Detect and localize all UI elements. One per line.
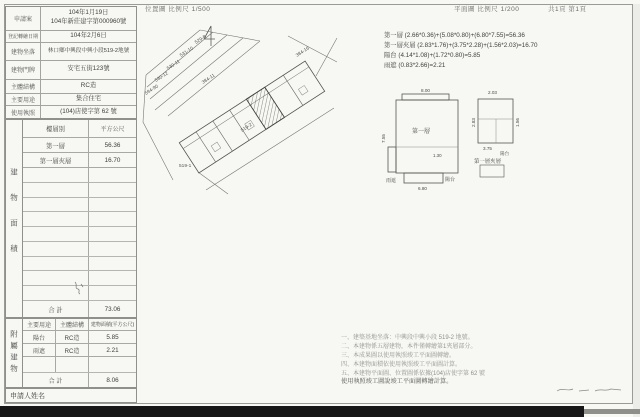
- note-line: 五、本建物平面圖、位置圖係依據(104)店使字第 62 號: [341, 371, 486, 377]
- transcription-date: 104年2月6日: [70, 32, 107, 40]
- empty-row: [23, 257, 136, 272]
- empty-cell: [89, 357, 136, 372]
- parcel-label: 529-8: [194, 34, 208, 46]
- mezz-balcony-label: 陽台: [500, 151, 510, 156]
- table-row: [23, 344, 136, 357]
- usage-value: 集合住宅: [75, 95, 102, 103]
- parcel-boundary-lines: [143, 30, 337, 194]
- table-row: [23, 138, 136, 153]
- floor-area-side-column: [6, 120, 23, 317]
- col-header-structure: 主體結構: [56, 319, 89, 330]
- empty-cell: [89, 168, 136, 182]
- annex-structure: RC造: [56, 344, 89, 356]
- annex-use: 陽台: [23, 331, 56, 343]
- empty-cell: [89, 212, 136, 226]
- table-row: [6, 80, 136, 95]
- col-header-floor: 樓層別: [23, 120, 89, 137]
- empty-row: [23, 212, 136, 227]
- empty-cell: [23, 168, 89, 182]
- floor-plan-scale-label: 平面圖 比例尺 1/200: [454, 6, 520, 13]
- empty-cell: [89, 198, 136, 212]
- applicant-name-label: 申請人姓名: [10, 392, 45, 400]
- parcel-label: 384-11: [201, 73, 217, 86]
- scan-artifact-bar-light: [584, 409, 640, 414]
- col-header-use: 主要用途: [23, 319, 56, 330]
- empty-cell: [89, 242, 136, 256]
- empty-cell: [89, 227, 136, 241]
- empty-cell: [89, 271, 136, 285]
- empty-cell: [89, 183, 136, 197]
- table-row: [6, 61, 136, 80]
- total-row: [23, 301, 136, 317]
- location-map-scale-label: 位置圖 比例尺 1/500: [145, 6, 211, 13]
- parcel-label: 384-16: [295, 46, 311, 59]
- scan-artifact-bar: [0, 406, 584, 417]
- mezzanine-outline: [478, 99, 513, 177]
- formula-eave: 雨遮 (0.83*2.66)=2.21: [384, 62, 446, 69]
- dim-mezz-right: 1.56: [515, 118, 520, 127]
- parcel-label: 519-1: [179, 164, 192, 169]
- formula-mezzanine: 第一層夾層 (2.83*1.76)+(3.75*2.28)+(1.56*2.03)=16.70: [384, 42, 538, 49]
- table-row: [6, 43, 136, 61]
- table-row: [6, 31, 136, 44]
- floor-area-value: 16.70: [104, 156, 121, 164]
- annex-area-value: 2.21: [106, 346, 119, 354]
- eave-label: 雨遮: [386, 178, 397, 184]
- first-floor-labels: [381, 88, 455, 191]
- dim-mezz-top: 2.03: [488, 90, 497, 95]
- table-row: [23, 153, 136, 168]
- empty-cell: [23, 212, 89, 226]
- empty-row: [23, 227, 136, 242]
- empty-row: [23, 357, 136, 373]
- dim-top: 8.00: [421, 88, 430, 93]
- parcel-label: 519-2: [240, 122, 254, 134]
- parcel-label: 594-90: [144, 84, 160, 97]
- floor-name: 第一層: [23, 138, 89, 152]
- note-continuation-line: 使用執照竣工圖說竣工平面圖轉繪計算。: [341, 378, 453, 385]
- structure-value: RC造: [80, 82, 97, 90]
- annex-structure: RC造: [56, 331, 89, 343]
- empty-cell: [23, 242, 89, 256]
- parcel-label: 531-10: [179, 46, 195, 59]
- empty-cell: [23, 227, 89, 241]
- annex-total-label: 合 計: [23, 373, 89, 387]
- annex-side-column: [6, 319, 23, 387]
- building-address-value: 安宅五街123號: [67, 65, 110, 73]
- application-case-number: 104年新莊建字第000960號: [50, 18, 127, 26]
- mezzanine-label: 第一層夾層: [474, 159, 501, 165]
- applicant-name-row: [5, 388, 137, 403]
- first-floor-label: 第一層: [412, 129, 431, 135]
- info-label: 登記轉繪日期: [6, 31, 41, 43]
- use-permit-value: (104)店使字第 62 號: [60, 107, 117, 115]
- table-row: [6, 106, 136, 118]
- annex-building-table: [5, 318, 137, 388]
- site-location-plan: [138, 22, 348, 202]
- empty-row: [23, 242, 136, 257]
- dim-mezz-left: 2.83: [471, 118, 476, 127]
- parcel-label: 530-11: [166, 59, 182, 72]
- empty-cell: [89, 257, 136, 271]
- table-row: [23, 331, 136, 344]
- floor-name: 第一層夾層: [23, 153, 89, 167]
- dim-left: 7.55: [381, 134, 386, 143]
- formula-balcony: 陽台 (4.14*1.08)+(1.72*0.80)=5.85: [384, 52, 481, 59]
- balcony-label: 陽台: [445, 177, 456, 183]
- building-info-table: [5, 6, 137, 119]
- handwritten-mark: [70, 280, 88, 296]
- pagination-label: 共1頁 第1頁: [548, 6, 587, 13]
- header-row: [23, 319, 136, 331]
- info-label: 建物坐落: [6, 43, 41, 60]
- table-row: [6, 7, 136, 31]
- annex-use: 雨遮: [23, 344, 56, 356]
- note-line: 三、本成果圖以使用執照竣工平面圖轉繪。: [341, 353, 456, 359]
- note-line: 一、建築基地坐落：中興段中興小段 519-2 地號。: [341, 335, 474, 341]
- parcel-label: 530-12: [154, 71, 170, 84]
- info-label: 主體結構: [6, 80, 41, 94]
- empty-cell: [23, 257, 89, 271]
- empty-cell: [23, 183, 89, 197]
- info-label: 主要用途: [6, 94, 41, 105]
- empty-cell: [56, 357, 89, 372]
- empty-row: [23, 183, 136, 198]
- col-header-annex-area: 建物面積(平方公尺): [90, 322, 135, 328]
- handwritten-signature-mark: [555, 383, 625, 395]
- building-row-block: [179, 61, 324, 173]
- total-row: [23, 373, 136, 387]
- info-label: 使用執照: [6, 106, 41, 118]
- floor-area-side-label: 建物面積: [9, 167, 19, 270]
- empty-cell: [23, 357, 56, 372]
- first-floor-outline: [388, 94, 458, 183]
- dim-mezz-bottom: 3.75: [483, 146, 492, 151]
- note-line: 二、本建物係五層建物，本件僅轉繪第1夾層部分。: [341, 344, 477, 350]
- info-label: 建物門牌: [6, 61, 41, 79]
- info-value: [41, 7, 136, 30]
- col-header-area: 平方公尺: [100, 127, 125, 133]
- annex-side-label: 附屬建物: [9, 330, 19, 376]
- annex-main: [23, 319, 136, 387]
- formula-first-floor: 第一層 (2.66*0.36)+(5.08*0.80)+(6.80*7.55)=56.36: [384, 32, 525, 39]
- floor-plan-drawing: [378, 85, 543, 207]
- floor-area-value: 56.36: [104, 141, 121, 149]
- application-date: 104年1月19日: [68, 9, 109, 17]
- note-line: 四、本建物面積依使用執照竣工平面圖計算。: [341, 362, 462, 368]
- parcel-labels: [144, 34, 311, 169]
- dim-inner: 1.30: [433, 153, 442, 158]
- total-label: 合 計: [23, 301, 89, 317]
- header-row: [23, 120, 136, 138]
- building-lot-value: 林口鄉中興段中興小段519-2地號: [47, 47, 130, 54]
- empty-row: [23, 168, 136, 183]
- annex-area-value: 5.85: [106, 333, 119, 341]
- area-formula-block: [384, 31, 538, 71]
- dim-bottom: 6.80: [418, 186, 427, 191]
- empty-row: [23, 198, 136, 213]
- empty-cell: [89, 286, 136, 300]
- empty-cell: [23, 198, 89, 212]
- annex-total-value: 8.06: [106, 376, 119, 384]
- total-value: 73.06: [104, 305, 121, 313]
- scan-right-margin: [633, 4, 640, 417]
- info-label: 申請案: [6, 7, 41, 30]
- notes-block: [341, 334, 485, 379]
- table-row: [6, 94, 136, 106]
